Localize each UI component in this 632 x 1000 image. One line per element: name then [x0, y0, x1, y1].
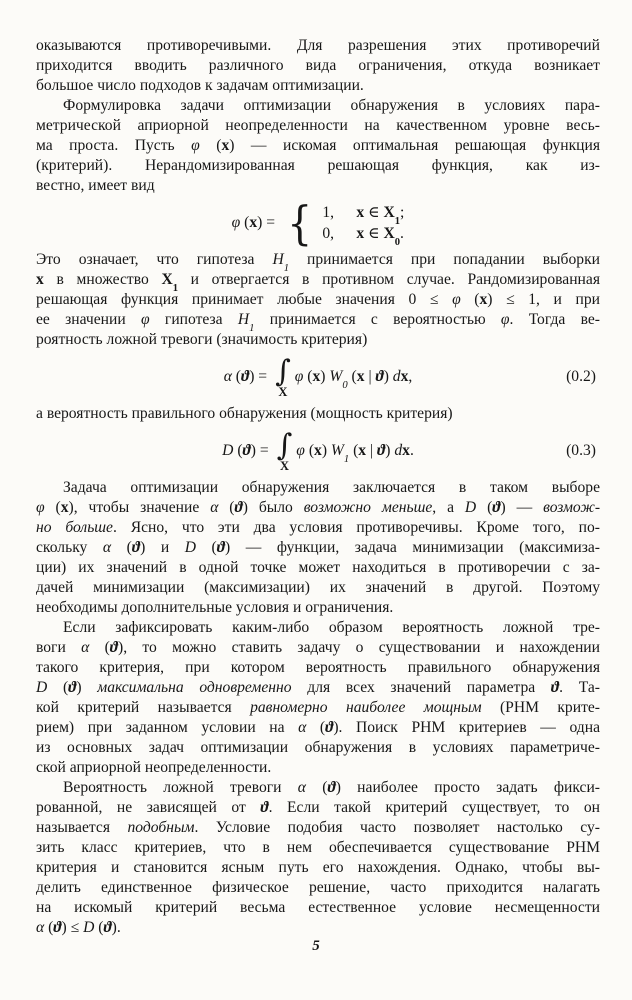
text-run: вестно, имеет вид: [36, 177, 155, 194]
bold-vector-run: x: [60, 499, 69, 516]
text-run: (: [44, 499, 61, 516]
bold-theta-run: ϑ: [103, 919, 112, 936]
text-run: принимается при попадании выборки: [289, 251, 600, 268]
italic-run: α: [102, 539, 112, 556]
paragraph: [36, 36, 600, 96]
formula-lhs: [224, 367, 267, 387]
italic-run: α: [223, 368, 232, 385]
paragraph: [36, 404, 600, 424]
text-line: [36, 778, 600, 798]
italic-run: φ: [452, 291, 461, 308]
italic-run: φ: [191, 137, 200, 154]
bold-vector-run: x: [36, 271, 44, 288]
text-run: рием) при заданном условии на: [36, 719, 299, 736]
paragraph: [36, 250, 600, 350]
text-run: дачей минимизации (максимизации) их значений в другой. Поэтому: [36, 579, 600, 596]
text-run: ма проста. Пусть: [36, 137, 192, 154]
text-run: . Та-: [559, 679, 600, 696]
text-line: [36, 678, 600, 698]
text-run: (: [303, 368, 313, 385]
bold-vector-run: $X_1$: [383, 203, 401, 227]
text-run: скольку: [36, 539, 103, 556]
bold-vector-run: x: [358, 442, 367, 459]
text-run: ) =: [249, 368, 268, 385]
formula-content: [231, 196, 405, 250]
bold-vector-run: x: [314, 442, 322, 459]
paragraph: [36, 778, 600, 938]
text-run: (: [44, 919, 54, 936]
integral-sign: ∫: [276, 427, 293, 463]
text-run: ): [320, 368, 330, 385]
text-run: ): [383, 368, 393, 385]
italic-run: $W_1$: [330, 442, 350, 466]
text-run: ) ≤: [61, 919, 84, 936]
bold-vector-run: x: [479, 291, 488, 308]
text-run: ∈: [364, 203, 384, 221]
text-run: (: [305, 779, 328, 796]
case-row: [322, 203, 405, 227]
bold-theta-run: ϑ: [325, 719, 334, 736]
italic-run: φ: [294, 368, 304, 385]
text-run: (: [349, 442, 359, 459]
bold-theta-run: ϑ: [68, 679, 77, 696]
text-run: ) ≤ 1, и при: [487, 291, 600, 308]
case-condition: [356, 203, 405, 227]
text-line: [36, 116, 600, 136]
italic-run: φ: [141, 311, 150, 328]
text-line: [36, 738, 600, 758]
text-run: ): [76, 679, 98, 696]
text-run: Формулировка задачи оптимизации обнаружения в условиях пара-: [63, 97, 600, 114]
text-line: [36, 330, 600, 350]
text-run: ,: [408, 368, 413, 385]
bold-theta-run: ϑ: [131, 539, 141, 556]
case-rows: [322, 203, 405, 248]
bold-theta-run: ϑ: [260, 799, 269, 816]
bold-vector-run: x: [312, 368, 321, 385]
integral-sign: ∫: [275, 353, 291, 389]
case-value: 1,: [322, 203, 335, 221]
paragraph: [36, 478, 600, 618]
formula-integrand: [296, 441, 414, 466]
text-run: ∈: [364, 224, 384, 242]
text-line: [36, 310, 600, 335]
text-run: (РНМ крите-: [481, 699, 600, 716]
text-run: ). Поиск РНМ критериев — одна: [333, 719, 601, 736]
bold-theta-run: ϑ: [327, 779, 336, 796]
text-run: метрической априорной неопределенности на качественном уровне весь-: [36, 117, 600, 134]
text-line: [36, 156, 600, 176]
integral-limit: X: [279, 458, 289, 473]
text-run: (: [231, 368, 241, 385]
text-run: воги: [36, 639, 82, 656]
text-line: [36, 698, 600, 718]
text-run: (: [111, 539, 132, 556]
text-line: [36, 918, 600, 938]
paragraph: [36, 96, 600, 196]
text-line: [36, 478, 600, 498]
text-run: а вероятность правильного обнаружения (мощность критерия): [36, 405, 453, 422]
text-run: , а: [432, 499, 465, 516]
bold-vector-run: x: [402, 442, 410, 459]
text-run: (: [476, 499, 493, 516]
text-line: [36, 250, 600, 275]
text-run: ) —: [500, 499, 544, 516]
italic-run: D: [184, 539, 196, 556]
text-line: [36, 898, 600, 918]
text-line: [36, 658, 600, 678]
text-run: в множество: [43, 271, 162, 288]
formula-lhs: [232, 213, 275, 233]
text-line: [36, 136, 600, 156]
italic-run: α: [36, 919, 45, 936]
text-line: [36, 538, 600, 558]
text-line: [36, 758, 600, 778]
text-line: [36, 76, 600, 96]
text-run: Вероятность ложной тревоги: [63, 779, 298, 796]
integral-with-limit: [275, 353, 291, 399]
text-line: [36, 598, 600, 618]
bold-theta-run: ϑ: [375, 368, 384, 385]
formula-content: [223, 353, 413, 399]
text-run: |: [364, 368, 376, 385]
italic-run: d: [392, 368, 401, 385]
text-run: (: [347, 368, 357, 385]
text-line: [36, 290, 600, 310]
text-run: ) =: [250, 442, 269, 459]
display-formula-integral: [36, 429, 600, 473]
text-line: [36, 818, 600, 838]
text-line: [36, 36, 600, 56]
italic-run: $H_1$: [272, 251, 290, 275]
bold-vector-run: x: [356, 224, 365, 242]
bold-vector-run: x: [249, 214, 258, 231]
text-run: на искомый критерий весьма естественное условие несмещенности: [36, 899, 600, 916]
text-run: (: [199, 137, 222, 154]
paragraph: [36, 618, 600, 778]
italic-run: максимальна одновременно: [97, 679, 292, 696]
text-line: [36, 578, 600, 598]
bold-theta-run: ϑ: [377, 442, 386, 459]
text-line: [36, 798, 600, 818]
bold-theta-run: ϑ: [53, 919, 62, 936]
text-run: ) — искомая оптимальная решающая функция: [229, 137, 601, 154]
text-run: ): [385, 442, 395, 459]
case-value: 0,: [322, 224, 335, 242]
text-run: Если зафиксировать каким-либо образом вероятность ложной тре-: [63, 619, 600, 636]
text-line: [36, 404, 600, 424]
text-run: ;: [400, 203, 405, 221]
italic-run: φ: [296, 442, 305, 459]
text-run: (: [47, 679, 69, 696]
text-line: [36, 270, 600, 295]
display-formula-integral: [36, 355, 600, 399]
bold-theta-run: ϑ: [492, 499, 501, 516]
equation-number: (0.3): [566, 442, 596, 459]
text-line: [36, 558, 600, 578]
text-line: [36, 838, 600, 858]
text-run: ): [321, 442, 331, 459]
text-run: зить класс критериев, что в нем обеспечивается существование РНМ: [36, 839, 600, 856]
bold-vector-run: $X_0$: [383, 224, 401, 248]
formula-integrand: [294, 367, 413, 392]
italic-run: но больше: [36, 519, 113, 536]
text-run: рованной, не зависящей от: [36, 799, 261, 816]
text-run: для всех значений параметра: [291, 679, 551, 696]
italic-run: α: [297, 779, 306, 796]
bold-vector-run: x: [221, 137, 230, 154]
bold-theta-run: ϑ: [240, 368, 250, 385]
text-line: [36, 176, 600, 196]
text-run: (: [304, 442, 315, 459]
text-run: ) и: [140, 539, 185, 556]
text-run: кой критерий называется: [36, 699, 251, 716]
integral-with-limit: [276, 427, 293, 473]
italic-run: D: [83, 919, 95, 936]
italic-run: $W_0$: [329, 368, 348, 392]
italic-run: φ: [500, 311, 510, 328]
bold-vector-run: $X_1$: [161, 271, 178, 295]
text-run: приходится вводить различного вида ограничения, откуда возникает: [36, 57, 600, 74]
text-run: и отвергается в противном случае. Рандомизированная: [178, 271, 600, 288]
text-run: (: [240, 214, 250, 231]
text-run: . Тогда ве-: [509, 311, 600, 328]
text-run: (: [218, 499, 235, 516]
text-run: . Ясно, что эти два условия противоречивы. Кроме того, по-: [112, 519, 600, 536]
text-run: ции) их значений в одной точке может находиться в противоречии с за-: [36, 559, 600, 576]
text-line: [36, 858, 600, 878]
left-brace: {: [287, 196, 313, 250]
text-run: (: [306, 719, 326, 736]
text-run: Это означает, что гипотеза: [36, 251, 273, 268]
text-run: (критерий). Нерандомизированная решающая функция, как из-: [36, 157, 600, 174]
text-line: [36, 518, 600, 538]
text-run: .: [409, 442, 414, 459]
bold-theta-run: ϑ: [242, 442, 251, 459]
page-text: [36, 36, 600, 938]
text-line: [36, 718, 600, 738]
italic-run: φ: [36, 499, 45, 516]
text-run: ) наиболее просто задать фикси-: [335, 779, 600, 796]
text-run: ) — функции, задача минимизации (максимиза-: [224, 539, 600, 556]
text-run: .: [400, 224, 404, 242]
text-run: называется: [36, 819, 128, 836]
equation-number: (0.2): [566, 368, 596, 385]
text-run: |: [366, 442, 378, 459]
italic-run: D: [222, 442, 234, 459]
text-run: ).: [111, 919, 121, 936]
text-run: (: [94, 919, 104, 936]
italic-run: D: [464, 499, 477, 516]
italic-run: φ: [231, 214, 241, 231]
text-run: ской априорной неопределенности.: [36, 759, 272, 776]
italic-run: возмож-: [543, 499, 601, 516]
text-run: делить единственное физическое решение, часто приходится налагать: [36, 879, 600, 896]
italic-run: возможно меньше: [303, 499, 433, 516]
bold-vector-run: x: [356, 203, 365, 221]
text-run: Задача оптимизации обнаружения заключается в таком выборе: [63, 479, 600, 496]
italic-run: α: [210, 499, 219, 516]
text-run: такого критерия, при котором вероятность правильного обнаружения: [36, 659, 600, 676]
text-run: принимается с вероятностью: [254, 311, 501, 328]
italic-run: D: [36, 679, 48, 696]
italic-run: подобным: [127, 819, 195, 836]
italic-run: α: [81, 639, 90, 656]
text-run: ) было: [242, 499, 304, 516]
formula-content: [222, 427, 414, 473]
display-formula-cases: [36, 196, 600, 250]
italic-run: $H_1$: [237, 311, 255, 335]
text-line: [36, 56, 600, 76]
text-run: (: [233, 442, 243, 459]
italic-run: α: [298, 719, 307, 736]
text-run: решающая функция принимает любые значения 0 ≤: [36, 291, 453, 308]
text-line: [36, 878, 600, 898]
text-run: гипотеза: [149, 311, 238, 328]
text-run: ), то можно ставить задачу о существовании и нахождении: [118, 639, 600, 656]
text-run: необходимы дополнительные условия и ограничения.: [36, 599, 394, 616]
text-run: ) =: [257, 214, 276, 231]
text-run: из основных задач оптимизации обнаружения в условиях параметриче-: [36, 739, 600, 756]
text-run: ), чтобы значение: [68, 499, 211, 516]
text-run: . Условие подобия часто позволяет настолько су-: [194, 819, 600, 836]
text-run: оказываются противоречивыми. Для разрешения этих противоречий: [36, 37, 600, 54]
bold-theta-run: ϑ: [109, 639, 119, 656]
text-run: . Если такой критерий существует, то он: [268, 799, 600, 816]
bold-vector-run: x: [356, 368, 365, 385]
page-number: 5: [312, 938, 320, 954]
bold-vector-run: x: [400, 368, 409, 385]
text-run: (: [460, 291, 480, 308]
text-run: ее значении: [36, 311, 141, 328]
bold-theta-run: ϑ: [234, 499, 243, 516]
italic-run: равномерно наиболее мощным: [250, 699, 482, 716]
bold-theta-run: ϑ: [216, 539, 225, 556]
italic-run: d: [394, 442, 403, 459]
text-run: роятность ложной тревоги (значимость критерия): [36, 331, 368, 348]
formula-lhs: [222, 441, 268, 461]
text-line: [36, 96, 600, 116]
text-line: [36, 638, 600, 658]
text-run: большое число подходов к задачам оптимизации.: [36, 77, 364, 94]
text-run: (: [195, 539, 217, 556]
bold-theta-run: ϑ: [550, 679, 560, 696]
text-line: [36, 618, 600, 638]
integral-limit: X: [278, 384, 288, 399]
text-line: [36, 498, 600, 518]
text-run: (: [89, 639, 110, 656]
text-run: критерия и становится ясным путь его нахождения. Однако, чтобы вы-: [36, 859, 600, 876]
case-row: [322, 224, 404, 248]
